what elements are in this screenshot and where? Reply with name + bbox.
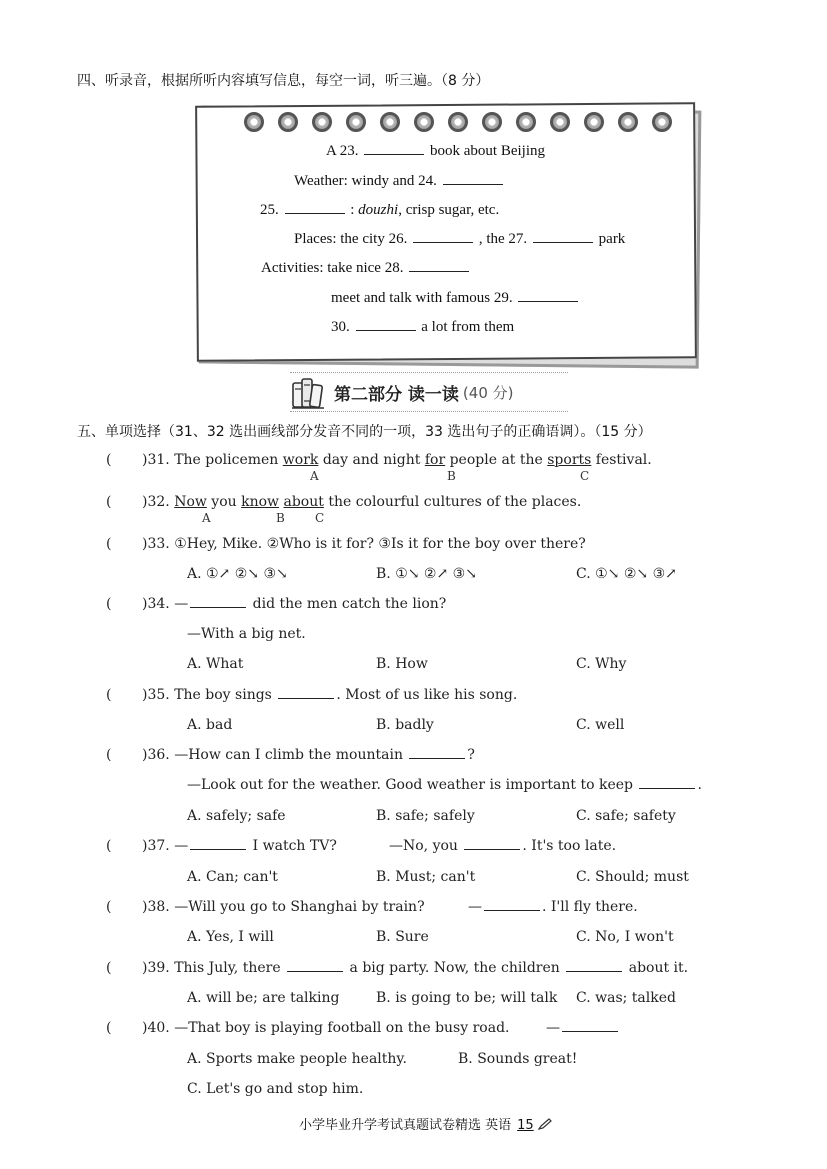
footer-text: 小学毕业升学考试真题试卷精选 英语 (299, 1118, 512, 1133)
ring-icon (618, 112, 638, 132)
page-footer (299, 1114, 552, 1133)
blank[interactable] (566, 970, 622, 972)
question-number: )33. (142, 536, 170, 552)
ring-icon (244, 112, 264, 132)
part-2-title: 第二部分 读一读 (334, 384, 459, 405)
question-text: a big party. Now, the children (345, 960, 565, 976)
blank[interactable] (278, 697, 334, 699)
card-text: park (598, 231, 626, 247)
answer-line (187, 777, 702, 793)
option-c[interactable]: C. well (576, 717, 625, 733)
blank-27[interactable] (533, 241, 593, 243)
card-label: Places: (294, 231, 337, 247)
option-c[interactable]: C. Let's go and stop him. (187, 1081, 364, 1097)
card-label: Activities: (261, 260, 324, 276)
blank[interactable] (190, 606, 246, 608)
blank[interactable] (464, 848, 520, 850)
question-number: )35. (142, 687, 170, 703)
blank[interactable] (639, 787, 695, 789)
option-b[interactable]: B. Must; can't (376, 869, 476, 885)
question-text: The boy sings (174, 687, 277, 703)
card-text: , crisp sugar, etc. (398, 202, 500, 218)
card-text: meet and talk with famous 29. (331, 290, 513, 306)
blank[interactable] (287, 970, 343, 972)
answer-paren[interactable]: ( (106, 687, 112, 703)
question-text: . Most of us like his song. (336, 687, 518, 703)
question-37 (142, 838, 337, 854)
blank-25[interactable] (285, 212, 345, 214)
answer-paren[interactable]: ( (106, 536, 112, 552)
answer-text: . It's too late. (522, 838, 617, 854)
answer-paren[interactable]: ( (106, 494, 112, 510)
card-text: the city 26. (340, 231, 408, 247)
card-text: take nice 28. (327, 260, 404, 276)
option-a[interactable]: A. Yes, I will (187, 929, 274, 945)
question-text: ? (467, 747, 475, 763)
blank-30[interactable] (356, 329, 416, 331)
question-text: — (174, 838, 189, 854)
answer-line (389, 838, 616, 854)
question-text: people at the (445, 452, 548, 468)
answer-paren[interactable]: ( (106, 899, 112, 915)
card-label: Weather: (294, 173, 348, 189)
section-5-title: 五、单项选择（31、32 选出画线部分发音不同的一项，33 选出句子的正确语调）。（15 分） (77, 424, 652, 440)
underlined-word: know (241, 494, 280, 510)
question-text: festival. (591, 452, 652, 468)
underlined-word: about (283, 494, 324, 510)
question-text: — (174, 596, 189, 612)
option-a[interactable]: A. safely; safe (187, 808, 286, 824)
underlined-word: Now (174, 494, 207, 510)
ring-icon (312, 112, 332, 132)
option-b[interactable]: B. Sure (376, 929, 429, 945)
option-a[interactable]: A. What (187, 656, 244, 672)
mark-c: C (315, 511, 325, 525)
section-4-title: 四、听录音，根据所听内容填写信息，每空一词，听三遍。（8 分） (77, 73, 490, 89)
card-rings (244, 112, 674, 132)
part-2-banner (290, 372, 568, 412)
ring-icon (516, 112, 536, 132)
ring-icon (550, 112, 570, 132)
answer-line (468, 899, 638, 915)
question-text: The policemen (174, 452, 283, 468)
question-text: —That boy is playing football on the busy road. (174, 1020, 510, 1036)
answer-paren[interactable]: ( (106, 838, 112, 854)
mark-a: A (202, 511, 211, 525)
option-b[interactable]: B. safe; safely (376, 808, 475, 824)
option-b[interactable]: B. is going to be; will talk (376, 990, 558, 1006)
card-text: windy and 24. (351, 173, 437, 189)
underlined-word: sports (547, 452, 592, 468)
option-c[interactable]: C. Why (576, 656, 627, 672)
pen-icon (538, 1118, 552, 1130)
answer-text: —Look out for the weather. Good weather is important to keep (187, 777, 638, 793)
blank-28[interactable] (409, 270, 469, 272)
card-text: 25. (260, 202, 279, 218)
option-a[interactable]: A. ①↗ ②↘ ③↘ (187, 566, 288, 582)
question-number: )32. (142, 494, 170, 510)
mark-b: B (276, 511, 285, 525)
question-32 (142, 494, 581, 510)
answer-text: . (697, 777, 702, 793)
question-number: )39. (142, 960, 170, 976)
underlined-word: for (424, 452, 446, 468)
question-number: )36. (142, 747, 170, 763)
part-2-score: (40 分) (462, 383, 514, 402)
answer-text: — (546, 1020, 560, 1036)
answer-text: —No, you (389, 838, 463, 854)
option-a[interactable]: A. Can; can't (187, 869, 278, 885)
answer-line (546, 1020, 620, 1036)
question-number: )31. (142, 452, 170, 468)
ring-icon (652, 112, 672, 132)
question-text: day and night (318, 452, 425, 468)
card-line-24 (294, 173, 505, 190)
card-text: A 23. (326, 143, 359, 159)
answer-paren[interactable]: ( (106, 1020, 112, 1036)
option-a[interactable]: A. will be; are talking (187, 990, 340, 1006)
question-36 (142, 747, 475, 763)
ring-icon (482, 112, 502, 132)
option-c[interactable]: C. ①↘ ②↘ ③↗ (576, 566, 677, 582)
blank[interactable] (484, 909, 540, 911)
answer-line: —With a big net. (187, 626, 306, 642)
question-number: )40. (142, 1020, 170, 1036)
card-text: 30. (331, 319, 350, 335)
answer-paren[interactable]: ( (106, 747, 112, 763)
question-40 (142, 1020, 509, 1036)
card-line-25: 25. : douzhi, crisp sugar, etc. (260, 202, 500, 218)
question-text: ①Hey, Mike. ②Who is it for? ③Is it for the boy over there? (174, 536, 586, 552)
option-b[interactable]: B. Sounds great! (458, 1051, 578, 1067)
question-38 (142, 899, 425, 915)
question-35 (142, 687, 517, 703)
blank[interactable] (409, 757, 465, 759)
option-a[interactable]: A. bad (187, 717, 233, 733)
option-c[interactable]: C. was; talked (576, 990, 676, 1006)
option-c[interactable]: C. Should; must (576, 869, 689, 885)
card-text: a lot from them (421, 319, 515, 335)
blank-23[interactable] (364, 153, 424, 155)
option-c[interactable]: C. safe; safety (576, 808, 676, 824)
question-text: you (206, 494, 242, 510)
option-c[interactable]: C. No, I won't (576, 929, 674, 945)
question-text: about it. (624, 960, 689, 976)
option-b[interactable]: B. How (376, 656, 428, 672)
answer-text: . I'll fly there. (542, 899, 638, 915)
ring-icon (278, 112, 298, 132)
mark-b: B (447, 469, 456, 483)
card-text: , the 27. (478, 231, 528, 247)
card-line-23 (326, 143, 545, 160)
card-line-29 (331, 290, 580, 307)
ring-icon (380, 112, 400, 132)
question-text: This July, there (174, 960, 286, 976)
option-b[interactable]: B. badly (376, 717, 434, 733)
question-number: )37. (142, 838, 170, 854)
question-33 (142, 536, 586, 552)
blank-29[interactable] (518, 300, 578, 302)
ring-icon (414, 112, 434, 132)
question-text: the colourful cultures of the places. (323, 494, 582, 510)
ring-icon (448, 112, 468, 132)
ring-icon (346, 112, 366, 132)
question-number: )34. (142, 596, 170, 612)
question-text: did the men catch the lion? (248, 596, 447, 612)
question-39 (142, 960, 688, 976)
ring-icon (584, 112, 604, 132)
card-text: book about Beijing (430, 143, 546, 159)
question-text: —Will you go to Shanghai by train? (174, 899, 425, 915)
option-a[interactable]: A. Sports make people healthy. (187, 1051, 407, 1067)
card-text-italic: douzhi (358, 202, 399, 218)
answer-text: — (468, 899, 482, 915)
blank-26[interactable] (413, 241, 473, 243)
page-number: 15 (517, 1118, 534, 1133)
option-b[interactable]: B. ①↘ ②↗ ③↘ (376, 566, 477, 582)
answer-paren[interactable]: ( (106, 596, 112, 612)
card-line-28 (261, 260, 471, 277)
question-text: I watch TV? (248, 838, 337, 854)
question-31 (142, 452, 652, 468)
card-line-26 (294, 231, 625, 248)
blank-24[interactable] (443, 183, 503, 185)
mark-a: A (310, 469, 319, 483)
answer-paren[interactable]: ( (106, 960, 112, 976)
answer-paren[interactable]: ( (106, 452, 112, 468)
blank[interactable] (562, 1030, 618, 1032)
question-text: —How can I climb the mountain (174, 747, 408, 763)
underlined-word: work (282, 452, 319, 468)
mark-c: C (580, 469, 590, 483)
blank[interactable] (190, 848, 246, 850)
books-icon (290, 374, 326, 410)
question-number: )38. (142, 899, 170, 915)
question-34 (142, 596, 446, 612)
card-line-30 (331, 319, 514, 336)
